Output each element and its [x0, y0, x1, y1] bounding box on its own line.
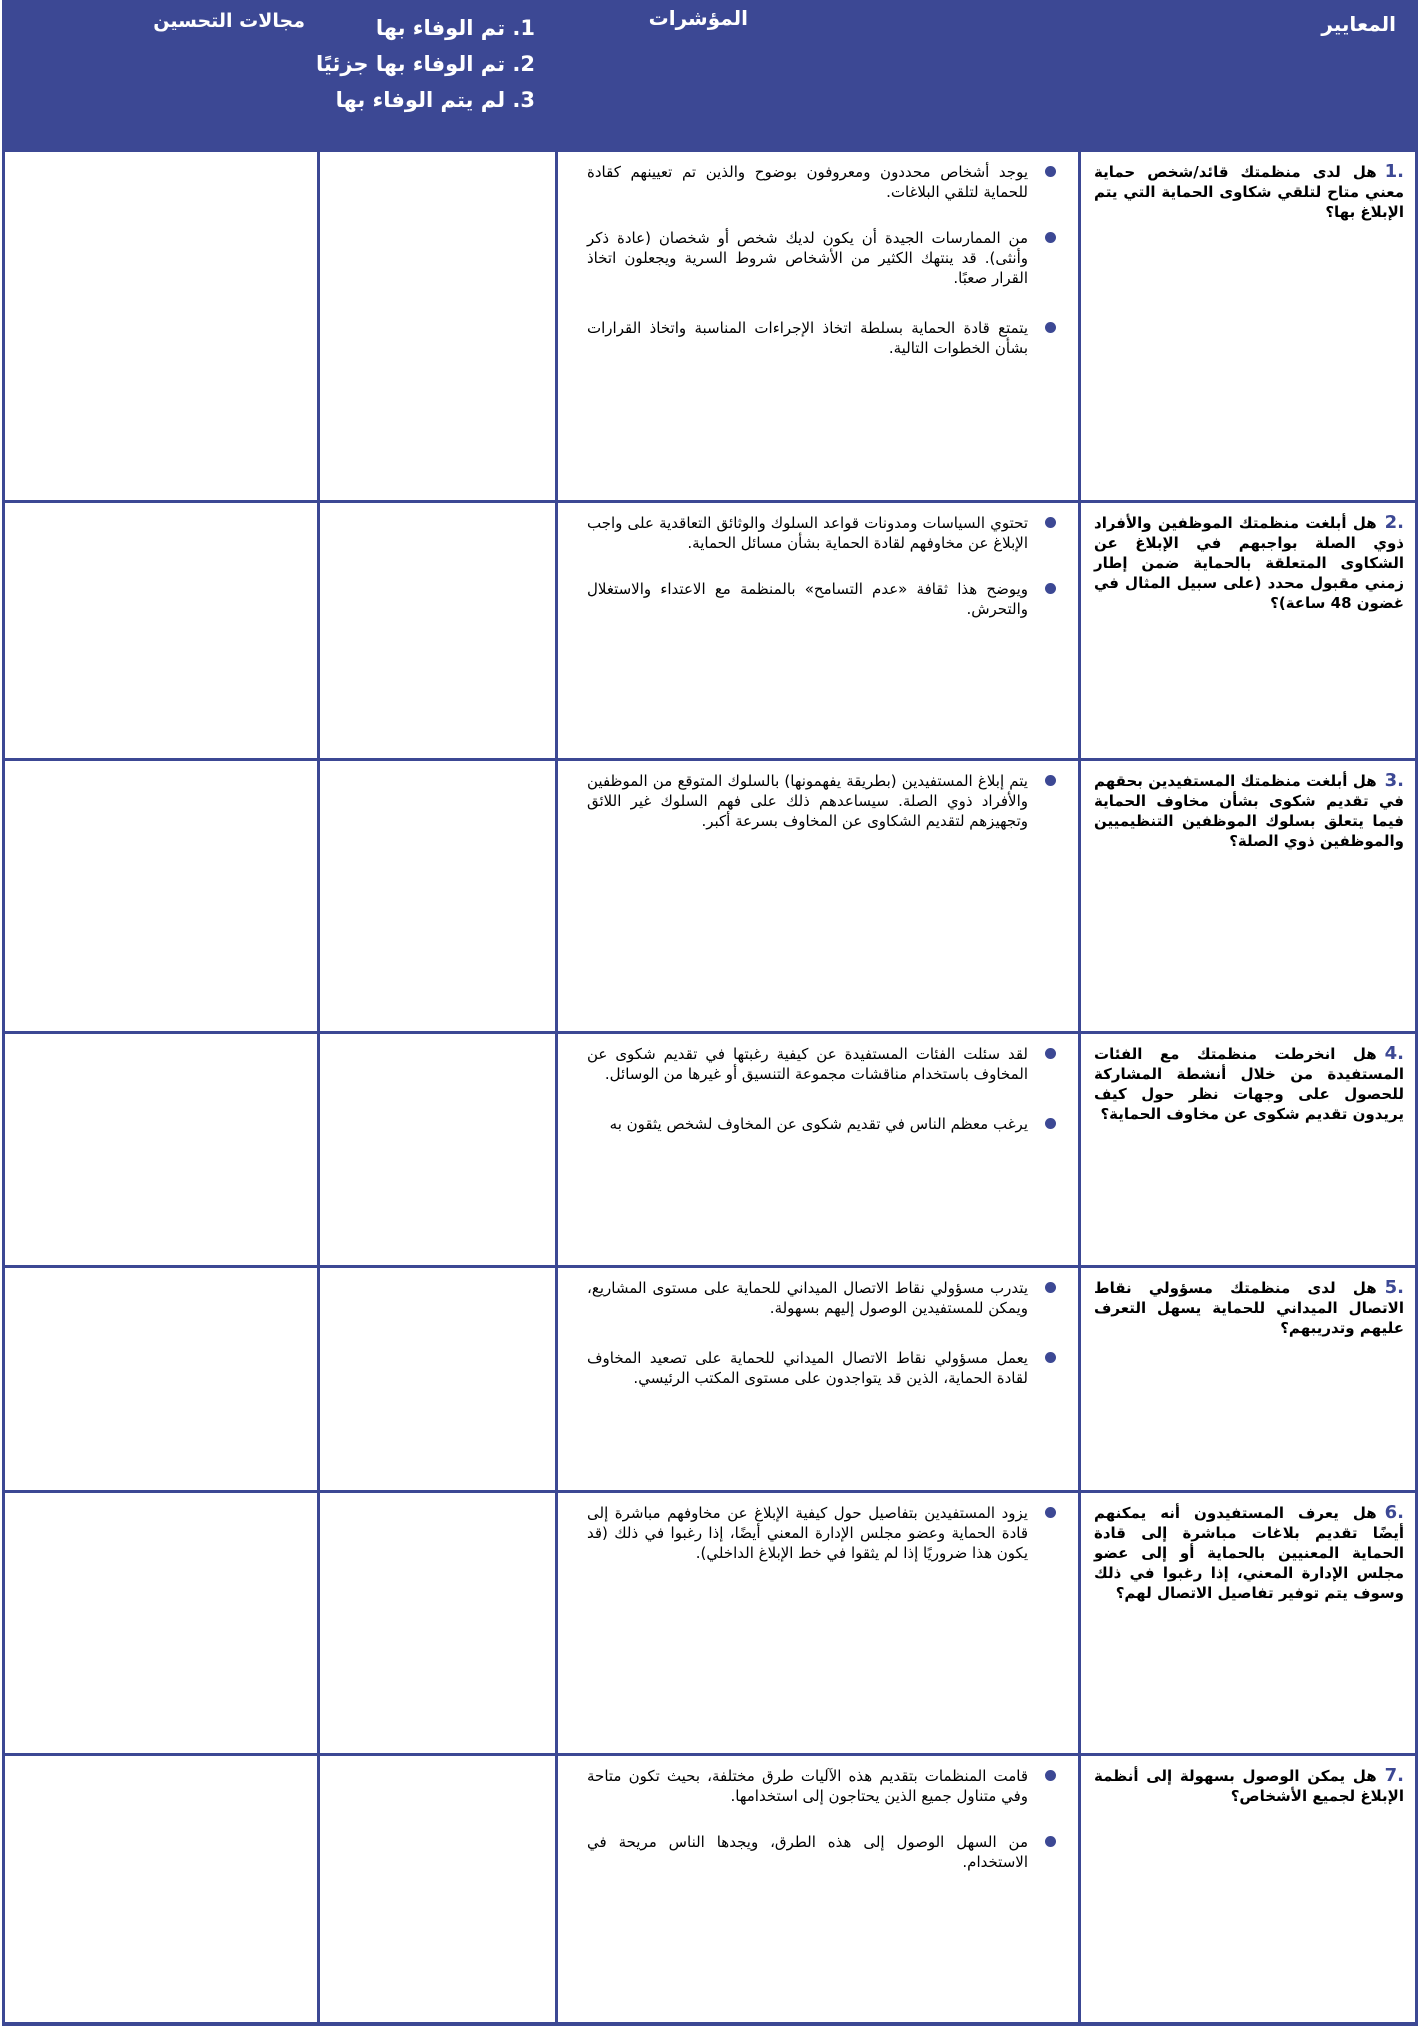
indicator-item: [587, 513, 1062, 553]
indicators-cell: [557, 503, 1080, 645]
indicator-item: [587, 318, 1062, 358]
criterion-question: هل أبلغت منظمتك الموظفين والأفراد ذوي الصلة بواجبهم في الإبلاغ عن الشكاوى المتعلقة بالحماية ضمن إطار زمني مقبول محدد (على سبيل المثال في غضون 48 ساعة)؟: [1094, 514, 1404, 612]
criterion-number: .1: [1384, 161, 1404, 182]
criterion-number: .5: [1384, 1277, 1404, 1298]
bullet-icon: [1045, 1507, 1056, 1518]
indicator-text: يزود المستفيدين بتفاصيل حول كيفية الإبلاغ عن مخاوفهم مباشرة إلى قادة الحماية وعضو مجلس الإدارة المعني أيضًا، إذا رغبوا في ذلك (قد يكون هذا ضروريًا إذا لم يثقوا في خط الإبلاغ الداخلي).: [587, 1504, 1028, 1562]
table-row: [2, 1756, 1418, 2022]
improvement-cell[interactable]: [5, 1756, 317, 2022]
rating-cell[interactable]: [320, 152, 555, 500]
indicator-text: يعمل مسؤولي نقاط الاتصال الميداني للحماية على تصعيد المخاوف لقادة الحماية، الذين قد يتواجدون على مستوى المكتب الرئيسي.: [587, 1349, 1028, 1387]
indicators-cell: [557, 1756, 1080, 1898]
improvement-cell[interactable]: [5, 152, 317, 500]
indicator-item: [587, 1044, 1062, 1084]
bullet-icon: [1045, 322, 1056, 333]
bullet-icon: [1045, 1118, 1056, 1129]
criterion-number: .2: [1384, 512, 1404, 533]
criterion-question: هل أبلغت منظمتك المستفيدين بحقهم في تقديم شكوى بشأن مخاوف الحماية فيما يتعلق بسلوك الموظفين التنظيميين والموظفين ذوي الصلة؟: [1094, 772, 1404, 850]
self-assessment-table: [2, 0, 1418, 2026]
indicator-item: [587, 579, 1062, 619]
table-row: [2, 1268, 1418, 1490]
criterion-cell: [1080, 1034, 1418, 1124]
table-row: [2, 761, 1418, 1031]
table-row: [2, 152, 1418, 500]
criterion-question: هل لدى منظمتك قائد/شخص حماية معني متاح لتلقي شكاوى الحماية التي يتم الإبلاغ بها؟: [1094, 163, 1404, 221]
header-indicators: المؤشرات: [648, 6, 748, 30]
indicator-text: يتدرب مسؤولي نقاط الاتصال الميداني للحماية على مستوى المشاريع، ويمكن للمستفيدين الوصول إليهم بسهولة.: [587, 1279, 1028, 1317]
improvement-cell[interactable]: [5, 1268, 317, 1490]
improvement-cell[interactable]: [5, 1034, 317, 1265]
indicator-item: [587, 1348, 1062, 1388]
indicator-item: [587, 1503, 1062, 1563]
criterion-question: هل يعرف المستفيدون أنه يمكنهم أيضًا تقديم بلاغات مباشرة إلى قادة الحماية المعنيين بالحماية أو إلى عضو مجلس الإدارة المعني، إذا رغبوا في ذلك وسوف يتم توفير تفاصيل الاتصال لهم؟: [1094, 1504, 1404, 1602]
indicators-cell: [557, 1268, 1080, 1414]
header-criteria: المعايير: [1321, 12, 1396, 36]
header-improvement-areas: مجالات التحسين: [153, 10, 305, 32]
indicator-text: يتمتع قادة الحماية بسلطة اتخاذ الإجراءات المناسبة واتخاذ القرارات بشأن الخطوات التالية.: [587, 319, 1028, 357]
indicator-text: ويوضح هذا ثقافة «عدم التسامح» بالمنظمة مع الاعتداء والاستغلال والتحرش.: [587, 580, 1028, 618]
bullet-icon: [1045, 1770, 1056, 1781]
indicators-cell: [557, 152, 1080, 384]
rating-option-met: 1. تم الوفاء بها: [375, 16, 535, 40]
indicator-text: لقد سئلت الفئات المستفيدة عن كيفية رغبتها في تقديم شكوى عن المخاوف باستخدام مناقشات مجموعة التنسيق أو غيرها من الوسائل.: [587, 1045, 1028, 1083]
indicator-item: [587, 228, 1062, 288]
table-row: [2, 503, 1418, 758]
indicator-item: [587, 771, 1062, 831]
table-row: [2, 1034, 1418, 1265]
criterion-question: هل يمكن الوصول بسهولة إلى أنظمة الإبلاغ لجميع الأشخاص؟: [1094, 1767, 1404, 1805]
indicator-text: من السهل الوصول إلى هذه الطرق، ويجدها الناس مريحة في الاستخدام.: [587, 1833, 1028, 1871]
criterion-number: .3: [1384, 770, 1404, 791]
rating-option-not-met: 3. لم يتم الوفاء بها: [335, 88, 535, 112]
criterion-cell: [1080, 761, 1418, 851]
criterion-cell: [1080, 1268, 1418, 1338]
criterion-cell: [1080, 503, 1418, 613]
table-header: [2, 0, 1418, 152]
criterion-number: .4: [1384, 1043, 1404, 1064]
indicators-cell: [557, 761, 1080, 857]
rating-option-partially-met: 2. تم الوفاء بها جزئيًا: [316, 52, 535, 76]
bullet-icon: [1045, 775, 1056, 786]
criterion-number: .7: [1384, 1765, 1404, 1786]
criterion-question: هل لدى منظمتك مسؤولي نقاط الاتصال الميداني للحماية يسهل التعرف عليهم وتدريبهم؟: [1094, 1279, 1404, 1337]
rating-cell[interactable]: [320, 1493, 555, 1753]
improvement-cell[interactable]: [5, 1493, 317, 1753]
rating-cell[interactable]: [320, 761, 555, 1031]
indicator-text: من الممارسات الجيدة أن يكون لديك شخص أو شخصان (عادة ذكر وأنثى). قد ينتهك الكثير من الأشخاص شروط السرية ويجعلون اتخاذ القرار صعبًا.: [587, 229, 1028, 287]
rating-cell[interactable]: [320, 1034, 555, 1265]
indicator-text: قامت المنظمات بتقديم هذه الآليات طرق مختلفة، بحيث تكون متاحة وفي متناول جميع الذين يحتاجون إلى استخدامها.: [587, 1767, 1028, 1805]
improvement-cell[interactable]: [5, 761, 317, 1031]
bullet-icon: [1045, 1836, 1056, 1847]
improvement-cell[interactable]: [5, 503, 317, 758]
criterion-number: .6: [1384, 1502, 1404, 1523]
rating-cell[interactable]: [320, 1756, 555, 2022]
indicators-cell: [557, 1493, 1080, 1589]
indicator-item: [587, 1114, 1062, 1134]
indicators-cell: [557, 1034, 1080, 1160]
indicator-text: يرغب معظم الناس في تقديم شكوى عن المخاوف لشخص يثقون به: [609, 1115, 1028, 1133]
indicator-text: يوجد أشخاص محددون ومعروفون بوضوح والذين تم تعيينهم كقادة للحماية لتلقي البلاغات.: [587, 163, 1028, 201]
indicator-item: [587, 1278, 1062, 1318]
bullet-icon: [1045, 1282, 1056, 1293]
bullet-icon: [1045, 583, 1056, 594]
bullet-icon: [1045, 1048, 1056, 1059]
rating-cell[interactable]: [320, 1268, 555, 1490]
criterion-cell: [1080, 1756, 1418, 1806]
rating-cell[interactable]: [320, 503, 555, 758]
indicator-item: [587, 1832, 1062, 1872]
indicator-item: [587, 1766, 1062, 1806]
criterion-cell: [1080, 1493, 1418, 1603]
bullet-icon: [1045, 232, 1056, 243]
bullet-icon: [1045, 517, 1056, 528]
indicator-text: تحتوي السياسات ومدونات قواعد السلوك والوثائق التعاقدية على واجب الإبلاغ عن مخاوفهم لقادة الحماية بشأن مسائل الحماية.: [587, 514, 1028, 552]
criterion-question: هل انخرطت منظمتك مع الفئات المستفيدة من خلال أنشطة المشاركة للحصول على وجهات نظر حول كيف يريدون تقديم شكوى عن مخاوف الحماية؟: [1094, 1045, 1404, 1123]
indicator-item: [587, 162, 1062, 202]
bullet-icon: [1045, 1352, 1056, 1363]
indicator-text: يتم إبلاغ المستفيدين (بطريقة يفهمونها) بالسلوك المتوقع من الموظفين والأفراد ذوي الصلة. سيساعدهم ذلك على فهم السلوك غير اللائق وتجهيزهم لتقديم الشكاوى عن المخاوف بسرعة أكبر.: [587, 772, 1028, 830]
header-rating-options: [317, 0, 555, 152]
table-row: [2, 1493, 1418, 1753]
criterion-cell: [1080, 152, 1418, 222]
bullet-icon: [1045, 166, 1056, 177]
